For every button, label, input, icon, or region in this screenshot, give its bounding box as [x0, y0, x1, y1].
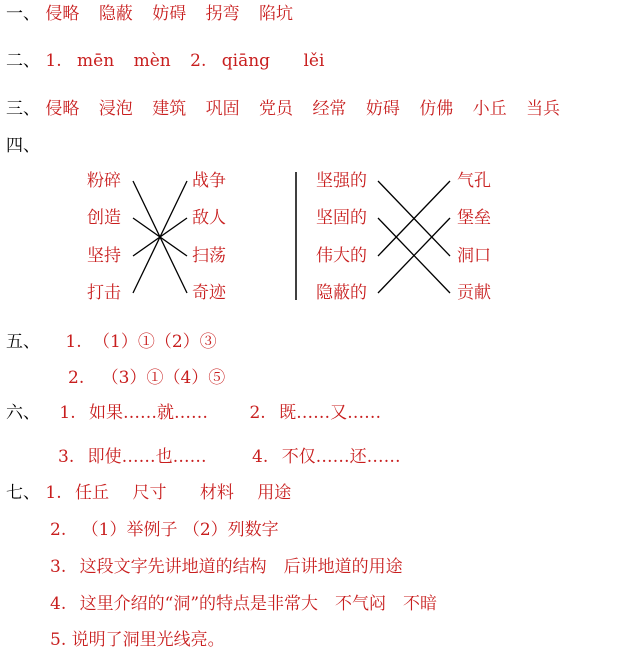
answer-word: 侵略	[45, 99, 80, 119]
item-number: 4.	[252, 447, 269, 467]
section-7-row-5	[50, 629, 225, 651]
pinyin-answer: qiāng	[221, 51, 271, 71]
match-left-word: 坚持	[87, 246, 121, 266]
section-5-label: 五、	[6, 332, 40, 352]
section-6-row-2	[58, 446, 401, 468]
answer-text: 说明了洞里光线亮。	[71, 630, 225, 650]
match-left-word: 创造	[87, 208, 121, 228]
answer-word: 妨碍	[365, 99, 400, 119]
item-number: 1.	[45, 51, 62, 71]
match-right-target: 贡献	[457, 283, 491, 303]
answer-word: 巩固	[205, 99, 240, 119]
answer-text: 如果……就……	[89, 403, 209, 423]
match-left-target: 扫荡	[192, 246, 226, 266]
match-left-word: 打击	[87, 283, 121, 303]
item-number: 2.	[50, 520, 67, 540]
section-7-row-4	[50, 593, 437, 615]
section-7-label: 七、	[6, 483, 40, 503]
item-number: 2.	[249, 403, 266, 423]
match-left-word: 粉碎	[87, 171, 121, 191]
answer-word: 材料	[199, 483, 234, 503]
section-7-row-1	[6, 482, 291, 504]
item-number: 1.	[45, 483, 62, 503]
answer-word: 拐弯	[205, 4, 240, 24]
answer-text: 不仅……还……	[281, 447, 401, 467]
match-left-target: 奇迹	[192, 283, 226, 303]
answer-word: 党员	[259, 99, 294, 119]
section-1-label: 一、	[6, 4, 40, 24]
match-right-target: 堡垒	[457, 208, 491, 228]
answer-word: 任丘	[75, 483, 110, 503]
section-7-row-3	[50, 556, 403, 578]
answer-text: 既……又……	[279, 403, 382, 423]
item-number: 3.	[58, 447, 75, 467]
match-right-target: 气孔	[457, 171, 491, 191]
item-number: 4.	[50, 594, 67, 614]
answer-word: 侵略	[45, 4, 80, 24]
section-6-label: 六、	[6, 403, 40, 423]
section-5-row-2	[68, 367, 225, 389]
match-right-word: 隐蔽的	[316, 283, 367, 303]
answer-text: （1）举例子 （2）列数字	[81, 520, 279, 540]
answer-text: 即使……也……	[87, 447, 207, 467]
answer-text: （3）①（4）⑤	[101, 368, 226, 388]
answer-word: 尺寸	[132, 483, 167, 503]
answer-word: 隐蔽	[98, 4, 133, 24]
answer-word: 经常	[312, 99, 347, 119]
item-number: 1.	[65, 332, 82, 352]
item-number: 3.	[50, 557, 67, 577]
section-2-label: 二、	[6, 51, 40, 71]
answer-word: 妨碍	[152, 4, 187, 24]
answer-word: 陷坑	[259, 4, 294, 24]
answer-word: 小丘	[472, 99, 507, 119]
pinyin-answer: mèn	[133, 51, 171, 71]
pinyin-answer: lěi	[303, 51, 325, 71]
match-right-word: 坚固的	[316, 208, 367, 228]
match-left-target: 战争	[192, 171, 226, 191]
item-number: 1.	[59, 403, 76, 423]
answer-text: （1）①（2）③	[93, 332, 217, 352]
answer-word: 用途	[257, 483, 292, 503]
item-number: 2.	[68, 368, 85, 388]
answer-word: 建筑	[152, 99, 187, 119]
answer-word: 浸泡	[98, 99, 133, 119]
match-right-target: 洞口	[457, 246, 491, 266]
section-4-label: 四、	[6, 136, 40, 156]
item-number: 5.	[50, 630, 67, 650]
answer-word: 仿佛	[419, 99, 454, 119]
pinyin-answer: mēn	[77, 51, 115, 71]
item-number: 2.	[190, 51, 207, 71]
match-right-word: 坚强的	[316, 171, 367, 191]
section-6-row-1	[6, 402, 381, 424]
answer-text: 这段文字先讲地道的结构 后讲地道的用途	[79, 557, 403, 577]
section-7-row-2	[50, 519, 279, 541]
section-5-row-1	[6, 331, 217, 353]
answer-text: 这里介绍的“洞”的特点是非常大 不气闷 不暗	[79, 594, 438, 614]
match-left-target: 敌人	[192, 208, 226, 228]
section-3-label: 三、	[6, 99, 40, 119]
answer-word: 当兵	[526, 99, 561, 119]
match-right-word: 伟大的	[316, 246, 367, 266]
